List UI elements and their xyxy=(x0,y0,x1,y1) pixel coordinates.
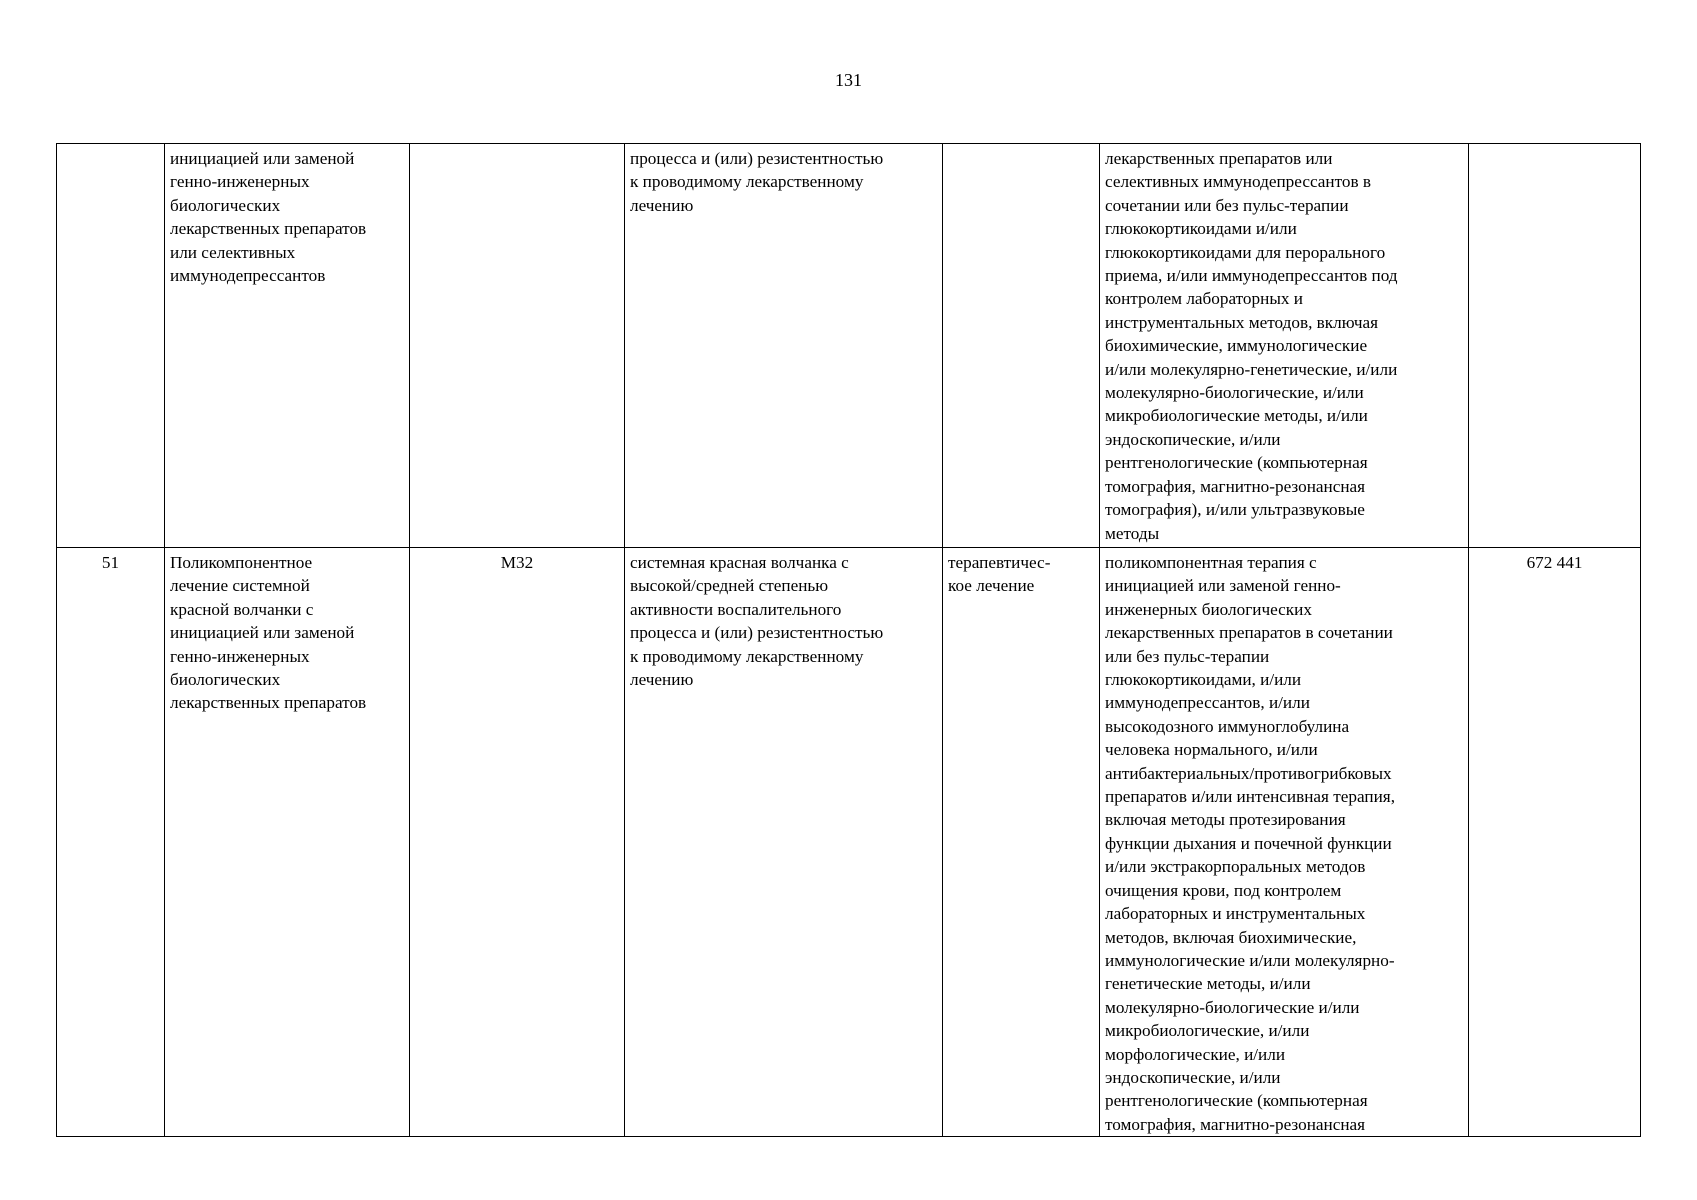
page-number: 131 xyxy=(835,70,862,90)
service-name-cell: инициацией или заменой генно-инженерных биологических лекарственных препаратов или селективных иммунодепрессантов xyxy=(165,144,410,548)
treatment-method-cell: поликомпонентная терапия с инициацией или заменой генно- инженерных биологических лекарственных препаратов в сочетании или без пульс-терапии глюкокортикоидами, и/или иммунодепрессантов, и/или высокодозного иммуноглобулина человека нормального, и/или антибактериальных/противогрибковых препаратов и/или интенсивная терапия, включая методы протезирования функции дыхания и почечной функции и/или экстракорпоральных методов очищения крови, под контролем лабораторных и инструментальных методов, включая биохимические, иммунологические и/или молекулярно- генетические методы, и/или молекулярно-биологические и/или микробиологические, и/или морфологические, и/или эндоскопические, и/или рентгенологические (компьютерная томография, магнитно-резонансная xyxy=(1100,548,1469,1137)
row-number-cell: 51 xyxy=(57,548,165,1137)
row-number-cell xyxy=(57,144,165,548)
table-row xyxy=(57,144,1641,548)
services-table xyxy=(56,143,1641,1137)
treatment-type-cell: терапевтичес- кое лечение xyxy=(943,548,1100,1137)
price-cell: 672 441 xyxy=(1469,548,1641,1137)
icd-code-cell: M32 xyxy=(410,548,625,1137)
treatment-type-cell xyxy=(943,144,1100,548)
icd-code-cell xyxy=(410,144,625,548)
condition-cell: системная красная волчанка с высокой/средней степенью активности воспалительного процесса и (или) резистентностью к проводимому лекарственному лечению xyxy=(625,548,943,1137)
treatment-method-cell: лекарственных препаратов или селективных иммунодепрессантов в сочетании или без пульс-терапии глюкокортикоидами и/или глюкокортикоидами для перорального приема, и/или иммунодепрессантов под контролем лабораторных и инструментальных методов, включая биохимические, иммунологические и/или молекулярно-генетические, и/или молекулярно-биологические, и/или микробиологические методы, и/или эндоскопические, и/или рентгенологические (компьютерная томография, магнитно-резонансная томография), и/или ультразвуковые методы xyxy=(1100,144,1469,548)
condition-cell: процесса и (или) резистентностью к проводимому лекарственному лечению xyxy=(625,144,943,548)
price-cell xyxy=(1469,144,1641,548)
service-name-cell: Поликомпонентное лечение системной красной волчанки с инициацией или заменой генно-инженерных биологических лекарственных препаратов xyxy=(165,548,410,1137)
table-row xyxy=(57,548,1641,1137)
